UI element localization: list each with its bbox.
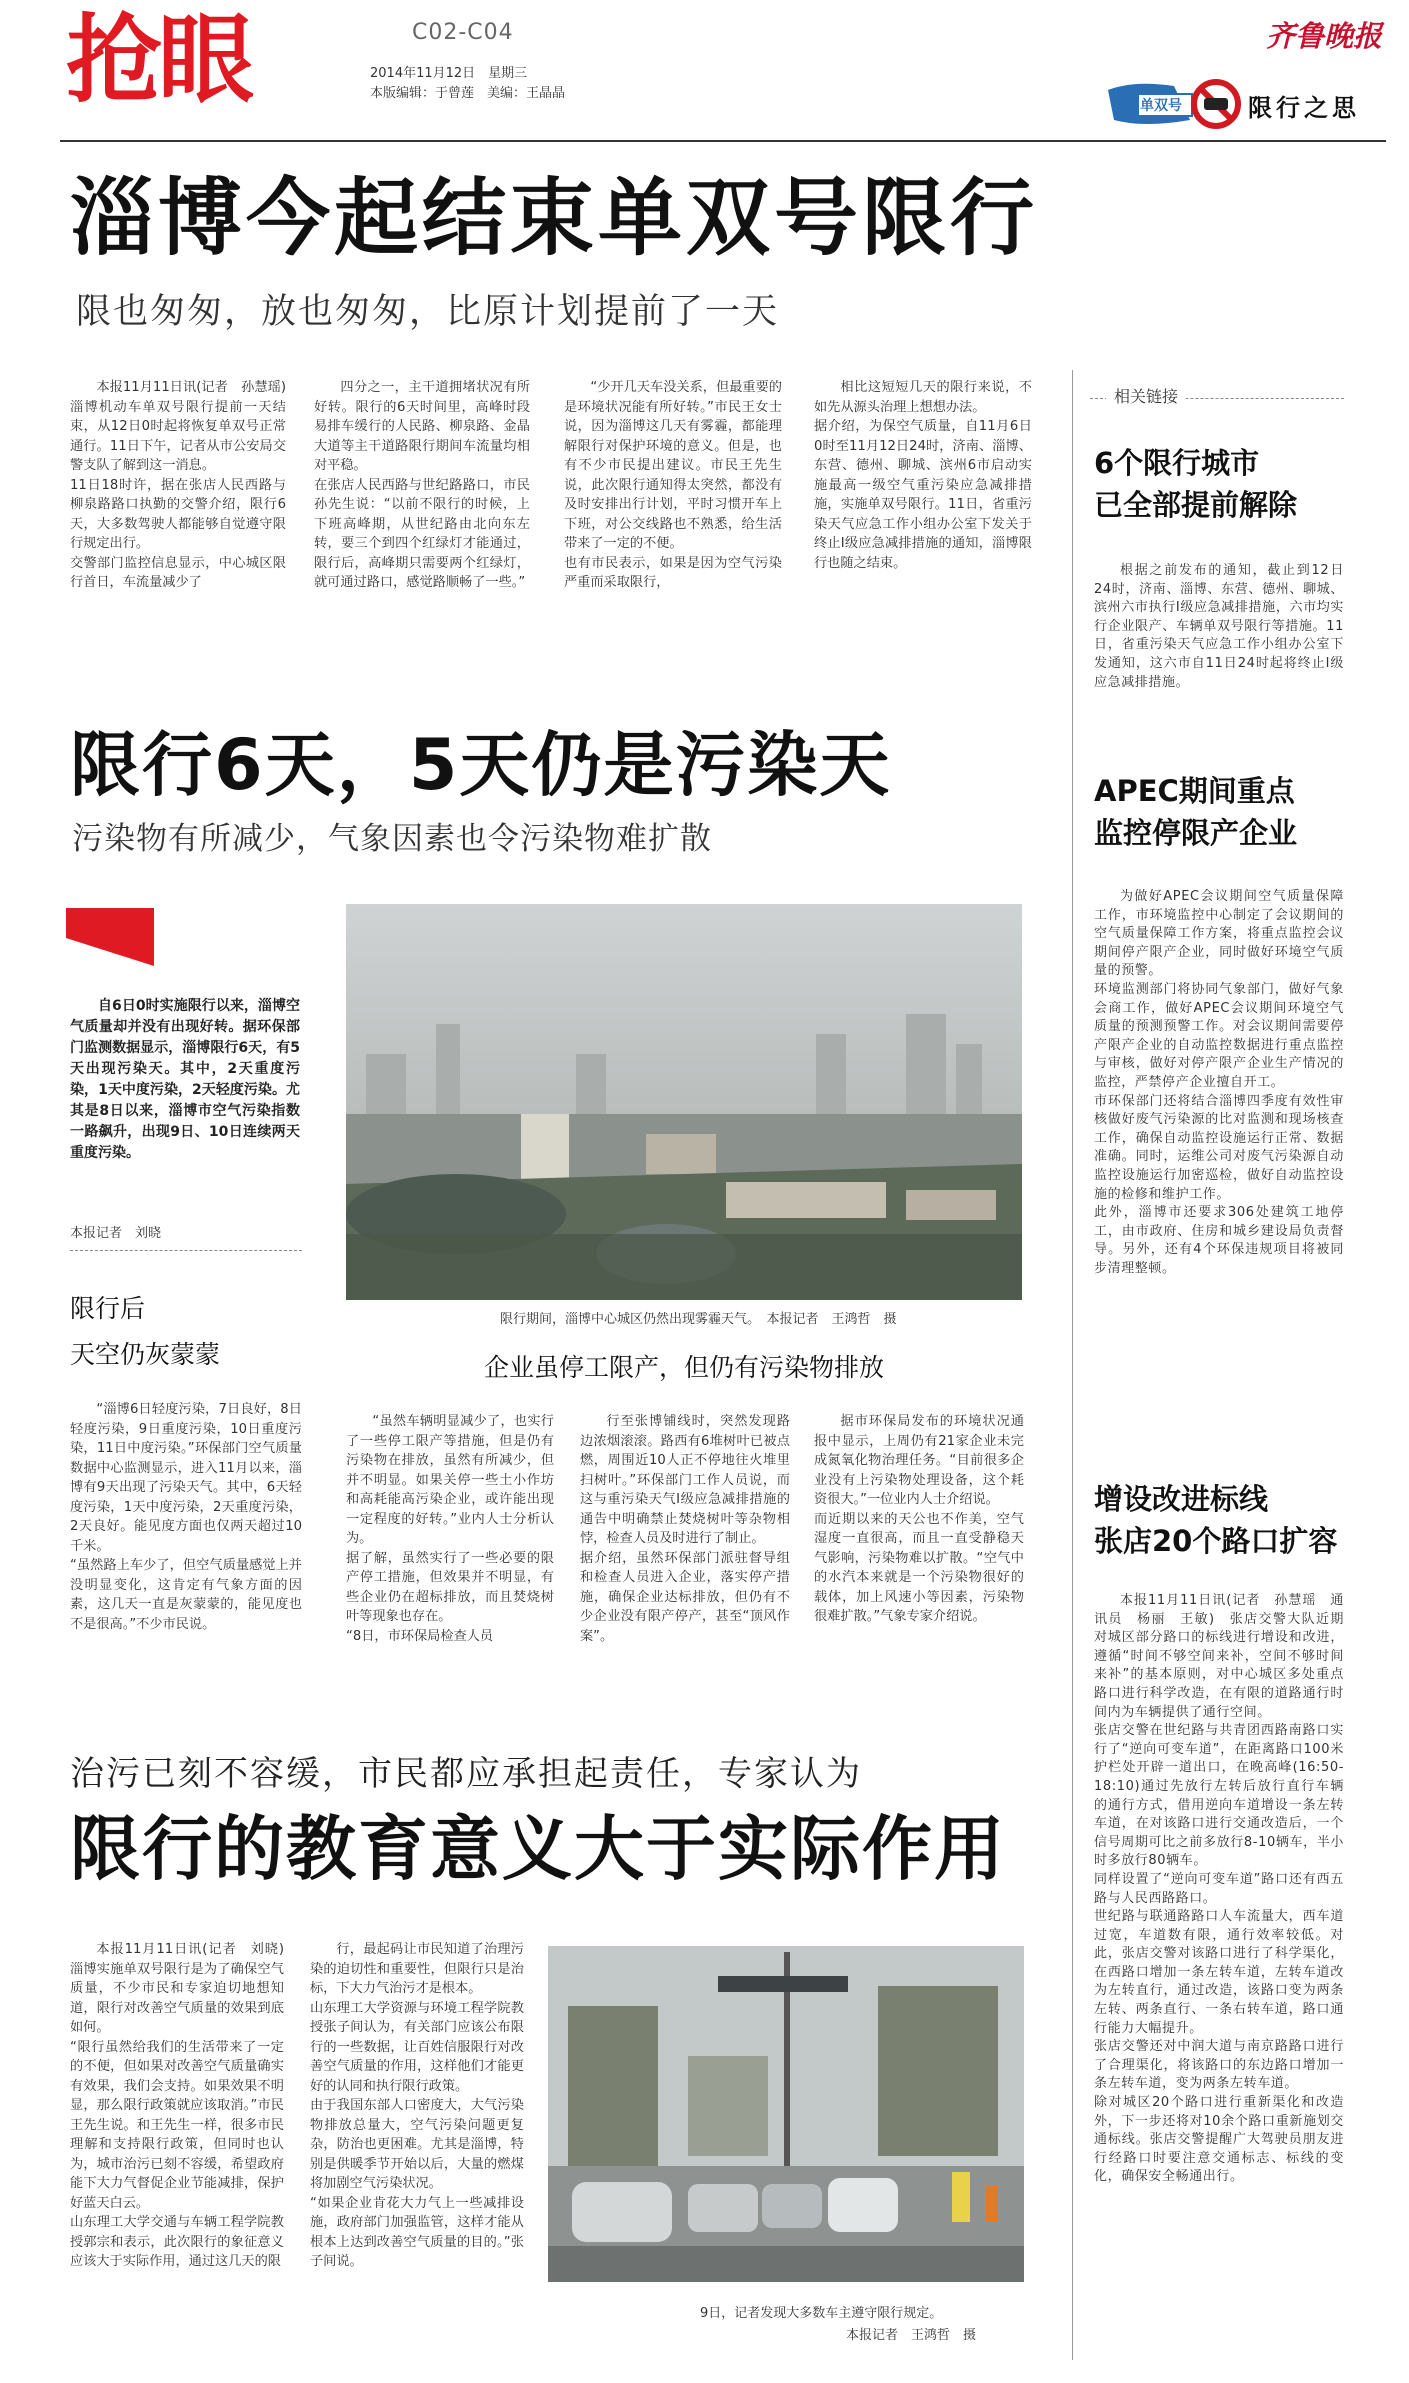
paper-logo: 齐鲁晚报 xyxy=(1265,19,1382,53)
sidebar-story1-body xyxy=(1094,562,1344,742)
lead-col-3 xyxy=(564,378,782,678)
smog-city-photo xyxy=(346,904,1022,1300)
lead-col-2-text: 四分之一，主干道拥堵状况有所好转。限行的6天时间里，高峰时段易排车缓行的人民路、柳泉路、金晶大道等主干道路限行期间车流量均相对平稳。 在张店人民西路与世纪路路口，市民孙先生说：“以前不限行的时候，上下班高峰期，从世纪路由北向东左转，要三个到四个红绿灯才能通过，限行后，高峰期只需要两个红绿灯，就可通过路口，感觉路顺畅了一些。” xyxy=(314,380,530,590)
lead-col-1 xyxy=(70,378,286,678)
traffic-photo xyxy=(548,1946,1024,2282)
story-b-reporter: 本报记者 刘晓 xyxy=(70,1226,162,1241)
story-c-headline: 限行的教育意义大于实际作用 xyxy=(70,1808,1006,1890)
sidebar-story3-body xyxy=(1094,1592,1344,2364)
story-c-col-2 xyxy=(310,1940,524,2360)
sidebar-story1-text: 根据之前发布的通知，截止到12日24时，济南、淄博、东营、德州、聊城、滨州六市执行Ⅰ级应急减排措施，六市均实行企业限产、车辆单双号限行等措施。11日，省重污染天气应急工作小组办公室下发通知，这六市自11日24时起将终止Ⅰ级应急减排措施。 xyxy=(1094,563,1344,690)
section-title: 抢眼 xyxy=(66,4,250,116)
lead-col-3-text: “少开几天车没关系，但最重要的是环境状况能有所好转。”市民王女士说，因为淄博这几天有雾霾，都能理解限行对保护环境的意义。但是，也有不少市民提出建议。市民王先生说，此次限行通知得太突然，都没有及时安排出行计划，平时习惯开车上下班，对公交线路也不熟悉，给生活带来了一定的不便。 也有市民表示，如果是因为空气污染严重而采取限行， xyxy=(564,380,782,590)
story-b-inner-col-2-text: 行至张博铺线时，突然发现路边浓烟滚滚。路西有6堆树叶已被点燃，周围近10人正不停地往火堆里扫树叶。”环保部门工作人员说，而这与重污染天气Ⅰ级应急减排措施的通告中明确禁止焚烧树叶等杂物相悖，检查人员及时进行了制止。 据介绍，虽然环保部门派驻督导组和检查人员进入企业，落实停产措施，确保企业达标排放，但仍有不少企业没有限产停产，甚至“顶风作案”。 xyxy=(580,1414,790,1644)
sidebar-story1-title: 6个限行城市 已全部提前解除 xyxy=(1094,446,1298,522)
sidebar-tag: 相关链接 xyxy=(1106,384,1186,407)
story-b-lead-text: 自6日0时实施限行以来，淄博空气质量却并没有出现好转。据环保部门监测数据显示，淄博限行6天，有5天出现污染天。其中，2天重度污染，1天中度污染，2天轻度污染。尤其是8日以来，淄博市空气污染指数一路飙升，出现9日、10日连续两天重度污染。 xyxy=(70,998,300,1161)
story-b-rule xyxy=(70,1250,302,1251)
sidebar-story3-text: 本报11月11日讯(记者 孙慧瑶 通讯员 杨丽 王敏) 张店交警大队近期对城区部分路口的标线进行增设和改进，遵循“时间不够空间来补，空间不够时间来补”的基本原则，对中心城区多处重点路口进行科学改造，在有限的道路通行时间内为车辆提供了通行空间。 张店交警在世纪路与共青团西路南路口实行了“逆向可变车道”，在距离路口100米护栏处开辟一道出口，在晚高峰(16:50-18:10)通过先放行左转后放行直行车辆的通行方式，借用逆向车道增设一条左转车道，在对该路口进行交通改造后，一个信号周期可比之前多放行8-10辆车，半小时多放行80辆车。 同样设置了“逆向可变车道”路口还有西五路与人民西路路口。 世纪路与联通路路口人车流量大，西车道过宽，车道数有限，通行效率较低。对此，张店交警对该路口进行了科学渠化，在西路口增加一条左转车道，左转车道改为左转直行，通过改造，该路口变为两条左转、两条直行、一条右转车道，路口通行能力大幅提升。 张店交警还对中润大道与南京路路口进行了合理渠化，将该路口的东边路口增加一条左转车道，变为两条左转车道。 除对城区20个路口进行重新渠化和改造外，下一步还将对10余个路口重新施划交通标线。张店交警提醒广大驾驶员朋友进行经路口时要注意交通标志、标线的变化，确保安全畅通出行。 xyxy=(1094,1593,1344,2185)
story-b-inner-heading: 企业虽停工限产，但仍有污染物排放 xyxy=(483,1353,884,1382)
lead-col-4-text: 相比这短短几天的限行来说，不如先从源头治理上想想办法。 据介绍，为保空气质量，自11月6日0时至11月12日24时，济南、淄博、东营、德州、聊城、滨州6市启动实施最高一级空气重污染应急减排措施，实施单双号限行。11日，省重污染天气应急工作小组办公室下发关于终止Ⅰ级应急减排措施的通知，淄博限行也随之结束。 xyxy=(814,380,1032,571)
masthead-rule xyxy=(60,140,1386,142)
traffic-photo-credit: 本报记者 王鸿哲 摄 xyxy=(846,2328,977,2343)
sidebar-story2-title: APEC期间重点 监控停限产企业 xyxy=(1094,774,1298,850)
sidebar-story3-title: 增设改进标线 张店20个路口扩容 xyxy=(1094,1482,1338,1558)
lead-headline: 淄博今起结束单双号限行 xyxy=(70,169,1039,267)
story-b-inner-col-1 xyxy=(346,1412,554,1712)
editor-line: 本版编辑：于曾莲 美编：王晶晶 xyxy=(370,86,566,101)
lead-col-2 xyxy=(314,378,530,678)
topic-badge xyxy=(1104,76,1394,132)
sidebar-divider xyxy=(1072,370,1073,2360)
lead-col-4 xyxy=(814,378,1032,678)
story-c-kicker: 治污已刻不容缓，市民都应承担起责任，专家认为 xyxy=(70,1754,862,1794)
smog-city-image xyxy=(346,904,1022,1300)
date-line: 2014年11月12日 星期三 xyxy=(370,66,528,81)
badge-text: 限行之思 xyxy=(1248,94,1360,122)
red-corner-mark xyxy=(66,908,156,968)
story-c-col-2-text: 行，最起码让市民知道了治理污染的迫切性和重要性，但限行只是治标，下大力气治污才是根本。 山东理工大学资源与环境工程学院教授张子间认为，有关部门应该公布限行的一些数据，让百姓信服限行对改善空气质量的作用，这样他们才能更好的认同和执行限行政策。 由于我国东部人口密度大，大气污染物排放总量大，空气污染问题更复杂，防治也更困难。尤其是淄博，特别是供暖季节开始以后，大量的燃煤将加剧空气污染状况。 “如果企业肯花大力气上一些减排设施，政府部门加强监管，这样才能从根本上达到改善空气质量的目的。”张子间说。 xyxy=(310,1942,524,2269)
page-range: C02-C04 xyxy=(412,20,514,45)
story-b-inner-col-1-text: “虽然车辆明显减少了，也实行了一些停工限产等措施，但是仍有污染物在排放，虽然有所减少，但并不明显。如果关停一些土小作坊和高耗能高污染企业，或许能出现一定程度的好转。”业内人士分析认为。 据了解，虽然实行了一些必要的限产停工措施，但效果并不明显，有些企业仍在超标排放，而且焚烧树叶等现象也存在。 “8日，市环保局检查人员 xyxy=(346,1414,554,1644)
story-b-lead xyxy=(70,996,300,1204)
story-b-inner-col-3 xyxy=(814,1412,1024,1712)
story-b-side-heading: 限行后 天空仍灰蒙蒙 xyxy=(70,1294,221,1369)
story-b-side-text: “淄博6日轻度污染，7日良好，8日轻度污染，9日重度污染，10日重度污染，11日中度污染。”环保部门空气质量数据中心监测显示，进入11月以来，淄博有9天出现了污染天气。其中，6天轻度污染，1天中度污染，2天重度污染，2天良好。能见度方面也仅两天超过10千米。 “虽然路上车少了，但空气质量感觉上并没明显变化，这肯定有气象方面的因素，这几天一直是灰蒙蒙的，能见度也不是很高。”不少市民说。 xyxy=(70,1402,302,1632)
smog-photo-caption: 限行期间，淄博中心城区仍然出现雾霾天气。 本报记者 王鸿哲 摄 xyxy=(500,1312,897,1327)
traffic-image xyxy=(548,1946,1024,2282)
lead-subhead: 限也匆匆，放也匆匆，比原计划提前了一天 xyxy=(76,292,780,332)
sidebar-story2-body xyxy=(1094,888,1344,1438)
lead-col-1-text: 本报11月11日讯(记者 孙慧瑶) 淄博机动车单双号限行提前一天结束，从12日0时起将恢复单双号正常通行。11日下午，记者从市公安局交警支队了解到这一消息。 11日18时许，据在张店人民西路与柳泉路路口执勤的交警介绍，限行6天，大多数驾驶人都能够自觉遵守限行规定出行。 交警部门监控信息显示，中心城区限行首日，车流量减少了 xyxy=(70,380,286,590)
story-b-side-col xyxy=(70,1400,302,1696)
story-b-subhead: 污染物有所减少，气象因素也令污染物难扩散 xyxy=(72,821,712,857)
story-c-col-1-text: 本报11月11日讯(记者 刘晓) 淄博实施单双号限行是为了确保空气质量，不少市民和专家迫切地想知道，限行对改善空气质量的效果到底如何。 “限行虽然给我们的生活带来了一定的不便，但如果对改善空气质量确实有效果，我们会支持。如果效果不明显，那么限行政策就应该取消。”市民王先生说。和王先生一样，很多市民理解和支持限行政策，但同时也认为，城市治污已刻不容缓，希望政府能下大力气督促企业节能减排，保护好蓝天白云。 山东理工大学交通与车辆工程学院教授郭宗和表示，此次限行的象征意义应该大于实际作用，通过这几天的限 xyxy=(70,1942,284,2269)
story-b-inner-col-3-text: 据市环保局发布的环境状况通报中显示，上周仍有21家企业未完成氮氧化物治理任务。“目前很多企业没有上污染物处理设备，这个耗资很大。”一位业内人士介绍说。 而近期以来的天公也不作美，空气湿度一直很高，而且一直受静稳天气影响，污染物难以扩散。“空气中的水汽本来就是一个污染物很好的载体，加上风速小等因素，污染物很难扩散。”气象专家介绍说。 xyxy=(814,1414,1024,1624)
story-c-col-1 xyxy=(70,1940,284,2360)
story-b-headline: 限行6天，5天仍是污染天 xyxy=(70,724,892,806)
traffic-photo-caption: 9日，记者发现大多数车主遵守限行规定。 xyxy=(700,2306,943,2321)
story-b-inner-col-2 xyxy=(580,1412,790,1712)
sidebar-story2-text: 为做好APEC会议期间空气质量保障工作，市环境监控中心制定了会议期间的空气质量保障工作方案，将重点监控会议期间停产限产企业，同时做好环境空气质量的预警。 环境监测部门将协同气象部门，做好气象会商工作，做好APEC会议期间环境空气质量的预测预警工作。对会议期间需要停产限产企业的自动监控数据进行重点监控与审核，做好对停产限产企业生产情况的监控，严禁停产企业擅自开工。 市环保部门还将结合淄博四季度有效性审核做好废气污染源的比对监测和现场核查工作，确保自动监控设施运行正常、数据准确。同时，运维公司对废气污染源自动监控设施运行加密巡检，做好自动监控设施的检修和维护工作。 此外，淄博市还要求306处建筑工地停工，由市政府、住房和城乡建设局负责督导。另外，还有4个环保违规项目将被同步清理整顿。 xyxy=(1094,889,1344,1276)
badge-shield-text: 单双号 xyxy=(1140,98,1182,114)
